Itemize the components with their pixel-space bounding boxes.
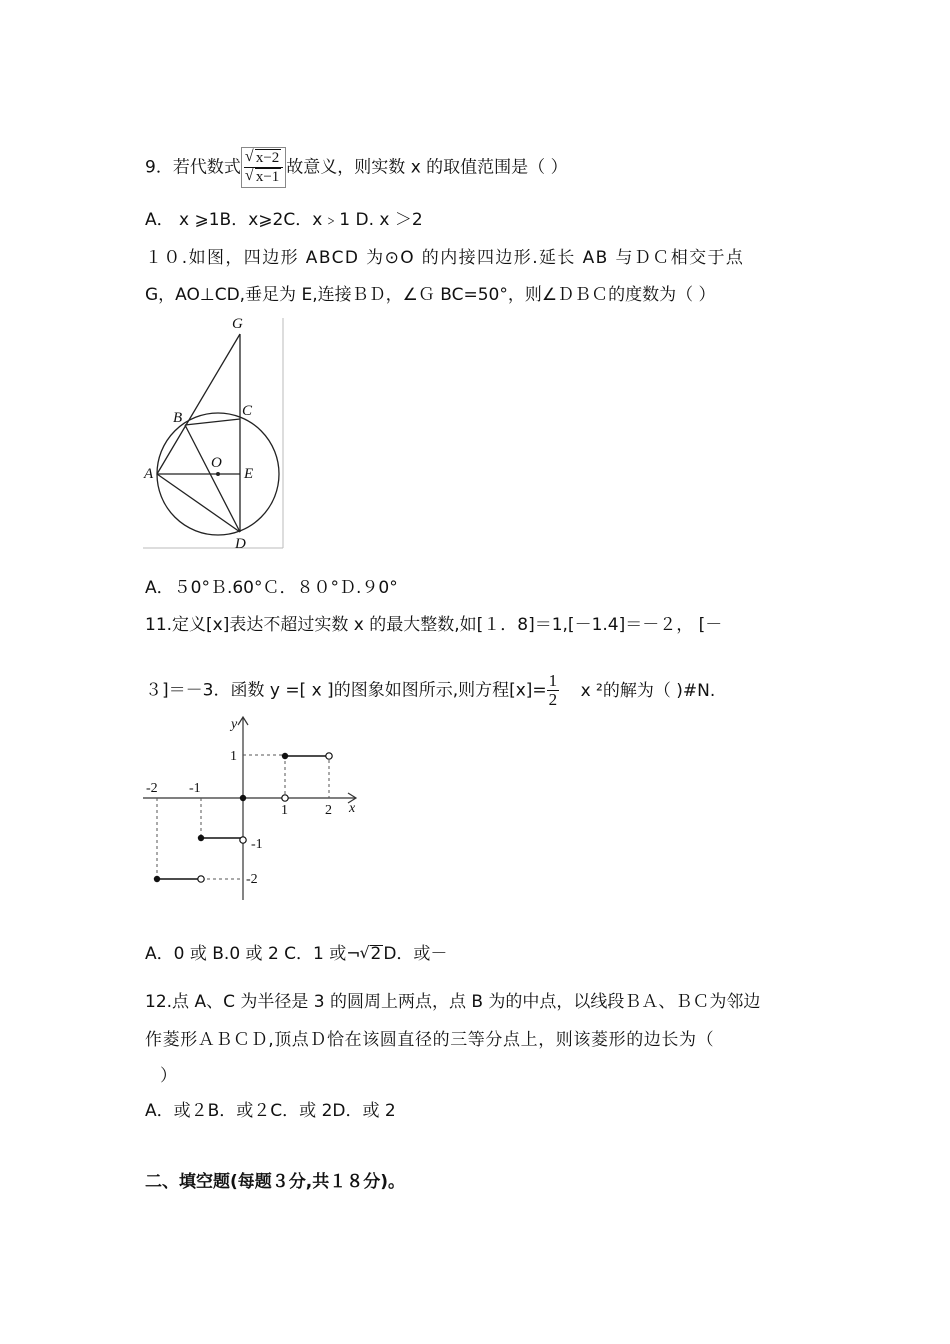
q9-frac-denominator: √ x−1 xyxy=(255,168,281,186)
y-axis-label: y xyxy=(231,717,238,732)
label-e: E xyxy=(244,466,254,482)
q10-figure xyxy=(140,312,288,554)
q11-line1: 11.定义[x]表达不超过实数 x 的最大整数,如[１．8]＝1,[－1.4]＝－２， [－ xyxy=(145,615,723,635)
section2-title: 二、填空题(每题３分,共１８分)。 xyxy=(145,1172,405,1192)
q11-half-num: 1 xyxy=(548,671,558,690)
point-1-1-closed xyxy=(282,753,288,759)
line-ad xyxy=(157,474,240,532)
q11-graph xyxy=(140,712,365,902)
label-b: B xyxy=(173,410,183,426)
q9-options: A． x ⩾1B．x⩾2C．x﹥1 D. x ＞2 xyxy=(145,210,423,230)
point-0-0-closed xyxy=(240,795,246,801)
label-a: A xyxy=(144,466,154,482)
q12-line1: 12.点 A、C 为半径是 3 的圆周上两点，点 B 为的中点，以线段ＢＡ、ＢＣ为邻边 xyxy=(145,992,761,1012)
q11-half-den: 2 xyxy=(548,690,558,709)
q11-options-a: A．0 或 B.0 或 2 C．1 或 xyxy=(145,944,347,964)
q10-options: A．５0°Ｂ.60°Ｃ．８０°Ｄ.９0° xyxy=(145,578,398,598)
line-ag xyxy=(157,334,240,474)
x-axis-label: x xyxy=(349,801,356,816)
tick-ym1: -1 xyxy=(251,837,263,852)
q12-line3: ） xyxy=(160,1066,177,1086)
q11-line2-text: ３]＝－3．函数 y =[ x ]的图象如图所示,则方程[x]= xyxy=(145,680,547,701)
q10-line2: G，AO⊥CD,垂足为 E,连接ＢＤ，∠Ｇ BC=50°，则∠ＤＢＣ的度数为（ ） xyxy=(145,285,716,305)
center-point-o xyxy=(216,472,220,476)
tick-x1: 1 xyxy=(281,803,288,818)
label-g: G xyxy=(232,316,243,332)
q11-line2-suffix: x ²的解为（ )#N. xyxy=(575,680,716,701)
q9-stem xyxy=(145,147,568,188)
tick-x2: 2 xyxy=(325,803,332,818)
tick-xm2: -2 xyxy=(146,781,158,796)
circle-quadrilateral-diagram xyxy=(140,312,288,554)
line-bd xyxy=(185,425,240,532)
tick-ym2: -2 xyxy=(246,872,258,887)
line-bc xyxy=(185,419,240,425)
point-1-0-open xyxy=(282,795,288,801)
tick-y1: 1 xyxy=(230,749,237,764)
point-2-1-open xyxy=(326,753,332,759)
q10-line1: １０.如图，四边形 ABCD 为⊙O 的内接四边形.延长 AB 与ＤＣ相交于点 xyxy=(145,248,745,268)
q12-line2: 作菱形ＡＢＣＤ,顶点Ｄ恰在该圆直径的三等分点上，则该菱形的边长为（ xyxy=(145,1030,715,1050)
q9-frac-numerator: √ x−2 xyxy=(255,149,281,167)
label-o: O xyxy=(211,455,222,471)
floor-function-graph xyxy=(140,712,365,902)
point-m1-m1-closed xyxy=(198,835,204,841)
q11-options-b: D．或－ xyxy=(383,944,448,964)
q9-fraction xyxy=(241,147,286,188)
q9-suffix: 故意义，则实数 x 的取值范围是（ ） xyxy=(286,157,568,178)
point-m2-m2-closed xyxy=(154,876,160,882)
q11-neg-sqrt: ¬√ 2 xyxy=(346,942,383,966)
q11-half-fraction xyxy=(547,672,560,709)
q11-line2 xyxy=(145,672,715,709)
q9-prefix: 9．若代数式 xyxy=(145,157,241,178)
q12-options: A．或２B．或２C．或 2D．或 2 xyxy=(145,1101,396,1121)
q11-options xyxy=(145,942,447,966)
label-c: C xyxy=(242,403,253,419)
q11-sqrt-value: √ 2 xyxy=(370,945,384,963)
label-d: D xyxy=(235,536,246,552)
point-0-m1-open xyxy=(240,837,246,843)
point-m1-m2-open xyxy=(198,876,204,882)
tick-xm1: -1 xyxy=(189,781,201,796)
